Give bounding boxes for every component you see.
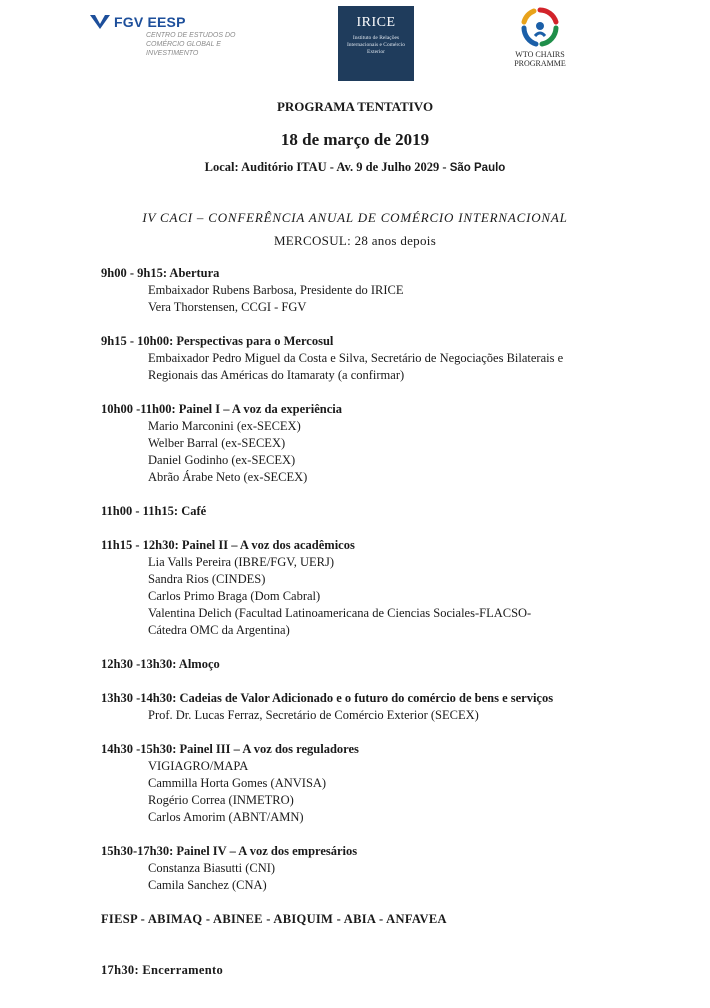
agenda-session (101, 843, 661, 894)
speaker-line: Carlos Amorim (ABNT/AMN) (148, 810, 304, 824)
program-title: PROGRAMA TENTATIVO (276, 99, 434, 114)
location-text: Local: Auditório ITAU - Av. 9 de Julho 2029 - (204, 160, 447, 174)
associations-line: FIESP - ABIMAQ - ABINEE - ABIQUIM - ABIA - ANFAVEA (101, 912, 447, 926)
agenda (101, 265, 661, 979)
closing-line: 17h30: Encerramento (101, 963, 223, 977)
session-speakers (101, 707, 661, 724)
speaker-line: Sandra Rios (CINDES) (148, 572, 266, 586)
conference-theme: MERCOSUL: 28 anos depois (273, 233, 437, 248)
agenda-session (101, 265, 661, 316)
speaker-line: Valentina Delich (Facultad Latinoamericana de Ciencias Sociales-FLACSO- (148, 606, 532, 620)
fgv-name: FGV EESP (114, 14, 186, 30)
session-speakers (101, 860, 661, 894)
speaker-line: VIGIAGRO/MAPA (148, 759, 249, 773)
speaker-line: Carlos Primo Braga (Dom Cabral) (148, 589, 321, 603)
session-speakers (101, 758, 661, 826)
session-title: 9h15 - 10h00: Perspectivas para o Mercosul (101, 334, 334, 348)
wto-text: WTO CHAIRS PROGRAMME (514, 50, 566, 68)
agenda-session (101, 503, 661, 520)
fgv-subtitle: CENTRO DE ESTUDOS DO COMÉRCIO GLOBAL E INVESTIMENTO (146, 32, 236, 57)
irice-subtitle: Instituto de Relações Internacionais e Comércio Exterior (346, 35, 406, 55)
agenda-session (101, 537, 661, 639)
session-speakers (101, 282, 661, 316)
agenda-session (101, 741, 661, 826)
session-title: 15h30-17h30: Painel IV – A voz dos empresários (101, 844, 358, 858)
location-city: São Paulo (449, 162, 506, 174)
speaker-line: Mario Marconini (ex-SECEX) (148, 419, 301, 433)
event-location (0, 160, 710, 175)
speaker-line: Cátedra OMC da Argentina) (148, 623, 290, 637)
speaker-line: Camila Sanchez (CNA) (148, 878, 267, 892)
session-speakers (101, 554, 661, 639)
fgv-mark-icon (90, 15, 110, 29)
session-title: 13h30 -14h30: Cadeias de Valor Adicionado e o futuro do comércio de bens e serviços (101, 691, 554, 705)
session-title: 9h00 - 9h15: Abertura (101, 266, 220, 280)
agenda-session (101, 401, 661, 486)
agenda-session (101, 333, 661, 384)
session-title: 11h00 - 11h15: Café (101, 504, 207, 518)
speaker-line: Daniel Godinho (ex-SECEX) (148, 453, 296, 467)
session-title: 12h30 -13h30: Almoço (101, 657, 220, 671)
speaker-line: Vera Thorstensen, CCGI - FGV (148, 300, 307, 314)
wto-chairs-logo (500, 6, 580, 68)
session-title: 10h00 -11h00: Painel I – A voz da experiência (101, 402, 342, 416)
speaker-line: Lia Valls Pereira (IBRE/FGV, UERJ) (148, 555, 334, 569)
irice-name: IRICE (356, 15, 396, 30)
event-date: 18 de março de 2019 (280, 130, 430, 149)
speaker-line: Abrão Árabe Neto (ex-SECEX) (148, 470, 308, 484)
session-speakers (101, 350, 661, 384)
speaker-line: Cammilla Horta Gomes (ANVISA) (148, 776, 327, 790)
speaker-line: Embaixador Pedro Miguel da Costa e Silva, Secretário de Negociações Bilaterais e (148, 351, 564, 365)
agenda-session (101, 690, 661, 724)
session-speakers (101, 418, 661, 486)
speaker-line: Embaixador Rubens Barbosa, Presidente do IRICE (148, 283, 404, 297)
speaker-line: Welber Barral (ex-SECEX) (148, 436, 286, 450)
fgv-eesp-logo (90, 14, 240, 58)
agenda-session (101, 656, 661, 673)
session-list (101, 265, 661, 911)
session-title: 14h30 -15h30: Painel III – A voz dos reguladores (101, 742, 359, 756)
wto-globe-icon (518, 6, 562, 48)
logo-bar (0, 0, 710, 90)
irice-logo (338, 6, 414, 81)
speaker-line: Prof. Dr. Lucas Ferraz, Secretário de Comércio Exterior (SECEX) (148, 708, 479, 722)
speaker-line: Rogério Correa (INMETRO) (148, 793, 294, 807)
conference-title: IV CACI – CONFERÊNCIA ANUAL DE COMÉRCIO INTERNACIONAL (142, 210, 568, 225)
speaker-line: Constanza Biasutti (CNI) (148, 861, 276, 875)
speaker-line: Regionais das Américas do Itamaraty (a confirmar) (148, 368, 405, 382)
session-title: 11h15 - 12h30: Painel II – A voz dos acadêmicos (101, 538, 355, 552)
